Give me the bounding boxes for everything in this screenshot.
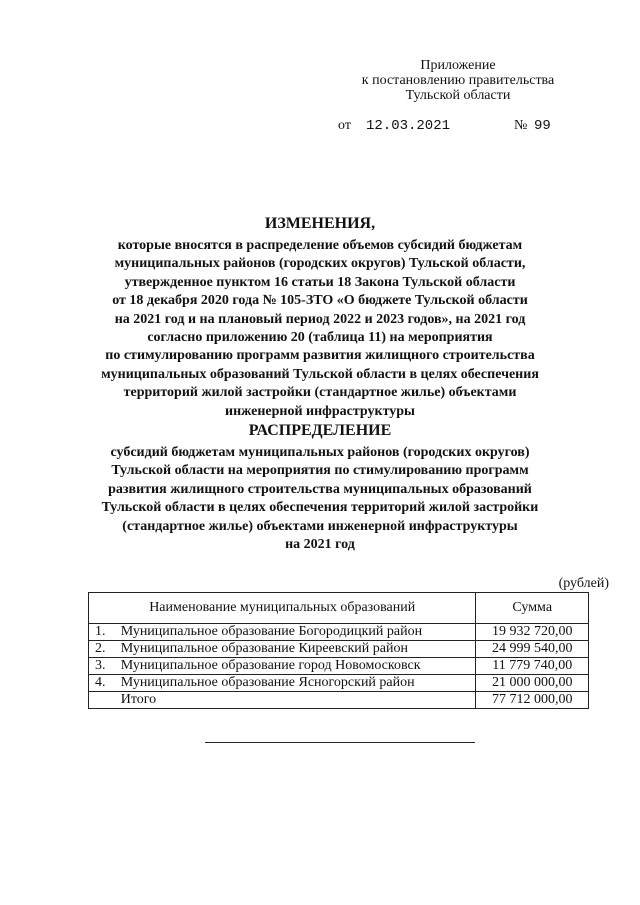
table-header-row — [89, 593, 589, 624]
row-name: Муниципальное образование город Новомосковск — [119, 658, 476, 675]
table-row — [89, 624, 589, 641]
changes-line: инженерной инфраструктуры — [225, 403, 415, 419]
header-name: Наименование муниципальных образований — [89, 593, 476, 624]
distribution-line: Тульской области на мероприятия по стимулированию программ — [111, 463, 529, 479]
order-date: 12.03.2021 — [366, 118, 451, 134]
units-label: (рублей) — [558, 576, 609, 591]
row-index: 3. — [89, 658, 119, 675]
row-index: 4. — [89, 675, 119, 692]
appendix-header — [318, 58, 598, 103]
changes-line: согласно приложению 20 (таблица 11) на мероприятия — [147, 330, 493, 346]
changes-line: территорий жилой застройки (стандартное жилье) объектами — [123, 385, 517, 401]
separator-line — [205, 742, 475, 743]
header-sum: Сумма — [476, 593, 589, 624]
table-total-row — [89, 692, 589, 709]
appendix-line: к постановлению правительства — [361, 73, 555, 88]
row-sum: 19 932 720,00 — [476, 624, 589, 641]
table-row — [89, 675, 589, 692]
appendix-line: Приложение — [420, 58, 496, 73]
order-number: 99 — [534, 118, 551, 134]
changes-line: муниципальных районов (городских округов) Тульской области, — [114, 256, 526, 272]
total-sum: 77 712 000,00 — [476, 692, 589, 709]
row-index: 1. — [89, 624, 119, 641]
changes-title: ИЗМЕНЕНИЯ, — [264, 215, 376, 232]
distribution-line: на 2021 год — [285, 537, 355, 553]
order-reference — [338, 118, 551, 134]
total-index-empty — [89, 692, 119, 709]
distribution-line: развития жилищного строительства муниципальных образований — [108, 481, 532, 497]
distribution-title: РАСПРЕДЕЛЕНИЕ — [248, 422, 392, 439]
changes-line: на 2021 год и на плановый период 2022 и 2023 годов», на 2021 год — [114, 311, 526, 327]
distribution-line: (стандартное жилье) объектами инженерной инфраструктуры — [122, 518, 518, 534]
row-name: Муниципальное образование Богородицкий район — [119, 624, 476, 641]
distribution-line: Тульской области в целях обеспечения территорий жилой застройки — [101, 500, 539, 516]
subsidy-table — [88, 592, 589, 709]
table-row — [89, 641, 589, 658]
changes-body — [40, 237, 600, 421]
total-label: Итого — [119, 692, 476, 709]
table-row — [89, 658, 589, 675]
distribution-line: субсидий бюджетам муниципальных районов (городских округов) — [110, 445, 530, 460]
changes-line: которые вносятся в распределение объемов субсидий бюджетам — [117, 238, 523, 253]
row-sum: 11 779 740,00 — [476, 658, 589, 675]
changes-line: по стимулированию программ развития жилищного строительства — [105, 348, 535, 364]
row-sum: 21 000 000,00 — [476, 675, 589, 692]
changes-line: от 18 декабря 2020 года № 105-ЗТО «О бюджете Тульской области — [112, 293, 528, 309]
order-from-label: от — [338, 118, 351, 133]
row-name: Муниципальное образование Ясногорский район — [119, 675, 476, 692]
row-index: 2. — [89, 641, 119, 658]
appendix-line: Тульской области — [405, 88, 511, 103]
row-sum: 24 999 540,00 — [476, 641, 589, 658]
changes-line: утвержденное пунктом 16 статьи 18 Закона Тульской области — [124, 274, 516, 290]
distribution-body — [40, 444, 600, 554]
changes-line: муниципальных образований Тульской области в целях обеспечения — [101, 366, 539, 382]
row-name: Муниципальное образование Киреевский район — [119, 641, 476, 658]
order-number-label: № — [514, 118, 528, 133]
